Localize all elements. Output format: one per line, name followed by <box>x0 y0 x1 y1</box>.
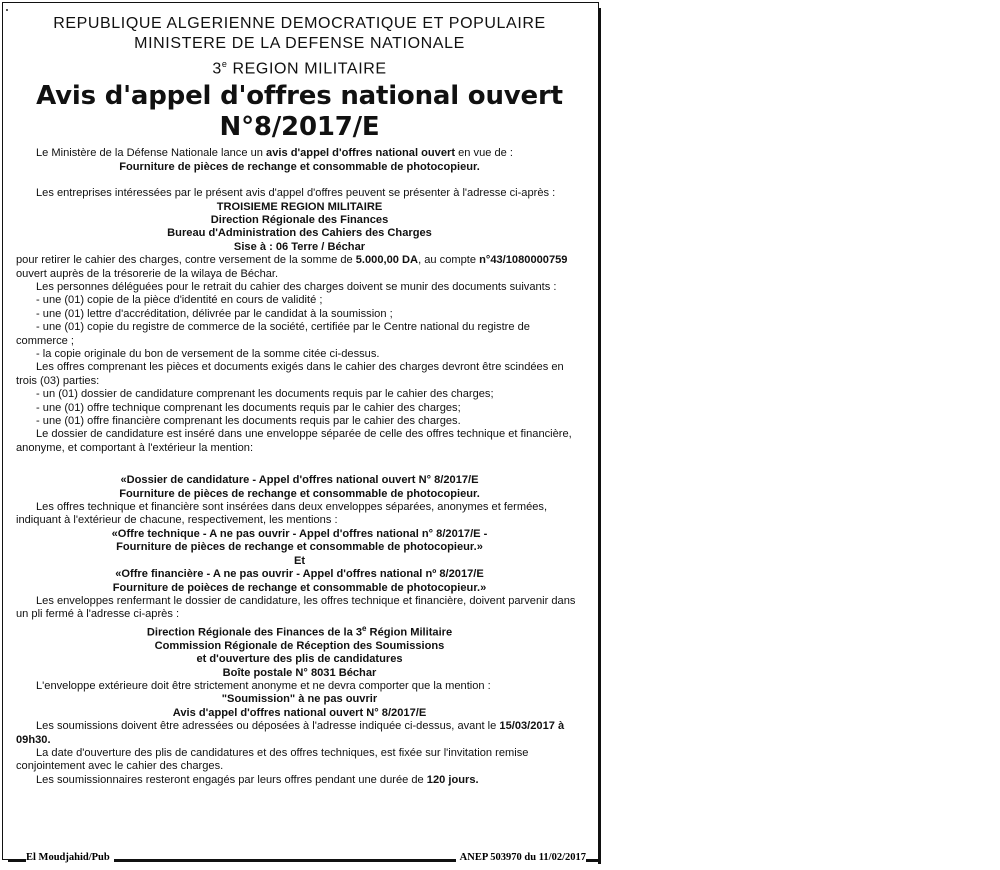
deadline-text: Les soumissions doivent être adressées ou déposées à l'adresse indiquée ci-dessus, avant le <box>36 720 500 733</box>
intro-text-a: Le Ministère de la Défense Nationale lance un <box>36 147 267 160</box>
engagement-text: Les soumissionnaires resteront engagés par leurs offres pendant une durée de <box>36 773 427 786</box>
address2-ordinal: e <box>362 623 367 633</box>
delegates-item: - une (01) copie de la pièce d'identité en cours de validité ; <box>36 294 323 307</box>
offers-item: - une (01) offre financière comprenant les documents requis par le cahier des charges. <box>36 415 461 428</box>
address2-text-a: Direction Régionale des Finances de la 3 <box>146 626 363 639</box>
frame-shadow-right <box>598 8 601 864</box>
payment-text-a: pour retirer le cahier des charges, contre versement de la somme de <box>16 254 356 267</box>
notice-content <box>16 14 583 787</box>
address1-line2: Direction Régionale des Finances <box>210 213 389 226</box>
outer-envelope-intro: L'enveloppe extérieure doit être strictement anonyme et ne devra comporter que la mention : <box>36 680 491 693</box>
footer-reference: ANEP 503970 du 11/02/2017 <box>456 852 586 863</box>
mention2-line4: Fourniture de poièces de rechange et consommable de photocopieur.» <box>112 581 487 594</box>
opening-paragraph: La date d'ouverture des plis de candidatures et des offres techniques, est fixée sur l'invitation remise conjointement avec le cahier des charges. <box>16 747 529 773</box>
header-region <box>16 54 583 79</box>
offers-item: - une (01) offre technique comprenant les documents requis par le cahier des charges; <box>36 401 461 414</box>
footer <box>26 852 586 866</box>
corner-mark <box>6 9 8 11</box>
address2-text-b: Région Militaire <box>366 626 453 639</box>
footer-publication: El Moudjahid/Pub <box>26 852 114 863</box>
offers-intro: Les offres comprenant les pièces et documents exigés dans le cahier des charges devront être scindées en trois (03) parties: <box>16 361 564 387</box>
notice-number: N°8/2017/E <box>219 112 380 143</box>
address1-line4: Sise à : 06 Terre / Béchar <box>233 240 366 253</box>
object-line: Fourniture de pièces de rechange et consommable de photocopieur. <box>119 160 480 173</box>
address2-line1 <box>16 622 583 640</box>
address2-line2: Commission Régionale de Réception des Soumissions <box>154 639 445 652</box>
payment-account: n°43/1080000759 <box>479 254 568 267</box>
dossier-paragraph: Le dossier de candidature est inséré dans une enveloppe séparée de celle des offres technique et financière, anonyme, et comportant à l'extérieur la mention: <box>16 428 572 454</box>
delegates-item: - une (01) lettre d'accréditation, délivrée par le candidat à la soumission ; <box>36 307 393 320</box>
envelopes-paragraph: Les offres technique et financière sont insérées dans deux enveloppes séparées, anonymes et fermées, indiquant à l'extérieur de chacune, respectivement, les mentions : <box>16 501 548 527</box>
intro-text-bold: avis d'appel d'offres national ouvert <box>266 147 456 160</box>
delegates-intro: Les personnes déléguées pour le retrait du cahier des charges doivent se munir des documents suivants : <box>36 280 557 293</box>
delegates-item: - la copie originale du bon de versement de la somme citée ci-dessus. <box>36 348 380 361</box>
deadline-date: 15/03/2017 à 09h30. <box>16 720 565 746</box>
engagement-days: 120 jours. <box>426 773 479 786</box>
outer-mention-line2: Avis d'appel d'offres national ouvert N° 8/2017/E <box>172 706 427 719</box>
mention2-et: Et <box>293 554 306 567</box>
delegates-item: - une (01) copie du registre de commerce de la société, certifiée par le Centre national du registre de commerce ; <box>16 321 530 347</box>
intro-paragraph <box>16 147 583 160</box>
mention1-line1: «Dossier de candidature - Appel d'offres national ouvert N° 8/2017/E <box>120 474 479 487</box>
intro-text-c: en vue de : <box>455 147 513 160</box>
companies-paragraph: Les entreprises intéressées par le présent avis d'appel d'offres peuvent se présenter à l'adresse ci-après : <box>36 187 556 200</box>
payment-text-e: ouvert auprès de la trésorerie de la wilaya de Béchar. <box>16 267 279 280</box>
notice-title: Avis d'appel d'offres national ouvert <box>36 81 563 112</box>
payment-paragraph <box>16 254 583 281</box>
address2-line4: Boîte postale N° 8031 Béchar <box>222 666 377 679</box>
submission-paragraph: Les enveloppes renfermant le dossier de candidature, les offres technique et financière, doivent parvenir dans un pli fermé à l'adresse ci-après : <box>16 594 576 621</box>
engagement-paragraph <box>16 774 583 787</box>
mention2-line1: «Offre technique - A ne pas ouvrir - Appel d'offres national n° 8/2017/E - <box>111 527 488 540</box>
deadline-paragraph <box>16 720 583 747</box>
header-ministry: MINISTERE DE LA DEFENSE NATIONALE <box>134 35 465 52</box>
payment-amount: 5.000,00 DA <box>355 254 419 267</box>
header-republic: REPUBLIQUE ALGERIENNE DEMOCRATIQUE ET POPULAIRE <box>53 15 546 32</box>
mention2-line3: «Offre financière - A ne pas ouvrir - Appel d'offres national nº 8/2017/E <box>115 568 484 581</box>
region-number: 3 <box>212 60 222 78</box>
address2-line3: et d'ouverture des plis de candidatures <box>196 653 403 666</box>
address1-line1: TROISIEME REGION MILITAIRE <box>216 200 383 213</box>
payment-text-c: , au compte <box>418 254 480 267</box>
address1-line3: Bureau d'Administration des Cahiers des Charges <box>167 227 432 240</box>
offers-item: - un (01) dossier de candidature comprenant les documents requis par le cahier des charges; <box>36 388 494 401</box>
region-ordinal: e <box>221 59 228 69</box>
mention2-line2: Fourniture de pièces de rechange et consommable de photocopieur.» <box>116 541 483 554</box>
region-text: REGION MILITAIRE <box>227 60 387 78</box>
mention1-line2: Fourniture de pièces de rechange et consommable de photocopieur. <box>119 487 480 500</box>
outer-mention-line1: "Soumission" à ne pas ouvrir <box>221 693 378 706</box>
